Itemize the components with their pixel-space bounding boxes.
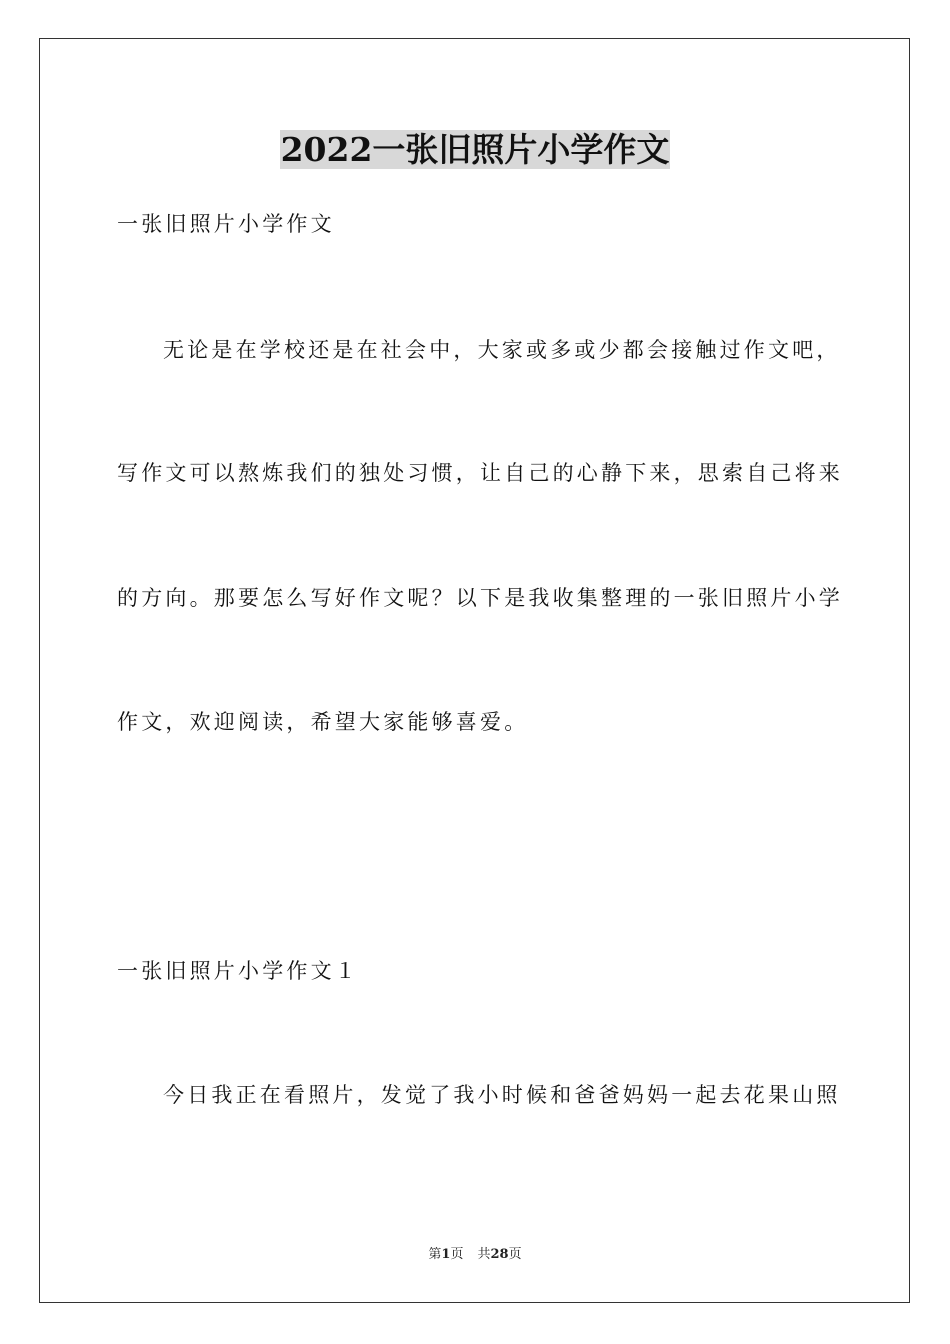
intro-line-4: 作文，欢迎阅读，希望大家能够喜爱。 xyxy=(117,710,529,734)
section-heading: 一张旧照片小学作文１ xyxy=(117,959,359,983)
document-title-text: 2022一张旧照片小学作文 xyxy=(280,130,670,169)
page-footer xyxy=(0,1245,950,1265)
intro-line-2: 写作文可以熬炼我们的独处习惯，让自己的心静下来，思索自己将来 xyxy=(117,461,843,485)
footer-page-prefix: 第 xyxy=(428,1247,442,1262)
footer-page-current: 1 xyxy=(441,1247,451,1262)
footer-total-prefix: 共 xyxy=(477,1247,491,1262)
intro-line-1: 无论是在学校还是在社会中，大家或多或少都会接触过作文吧， xyxy=(163,338,841,362)
document-subtitle: 一张旧照片小学作文 xyxy=(117,212,335,236)
section-line-1: 今日我正在看照片，发觉了我小时候和爸爸妈妈一起去花果山照 xyxy=(163,1083,841,1107)
document-title xyxy=(0,126,950,174)
footer-total-suffix: 页 xyxy=(508,1247,522,1262)
intro-line-3: 的方向。那要怎么写好作文呢？以下是我收集整理的一张旧照片小学 xyxy=(117,586,843,610)
footer-page-suffix: 页 xyxy=(450,1247,464,1262)
footer-page-total: 28 xyxy=(490,1247,509,1262)
